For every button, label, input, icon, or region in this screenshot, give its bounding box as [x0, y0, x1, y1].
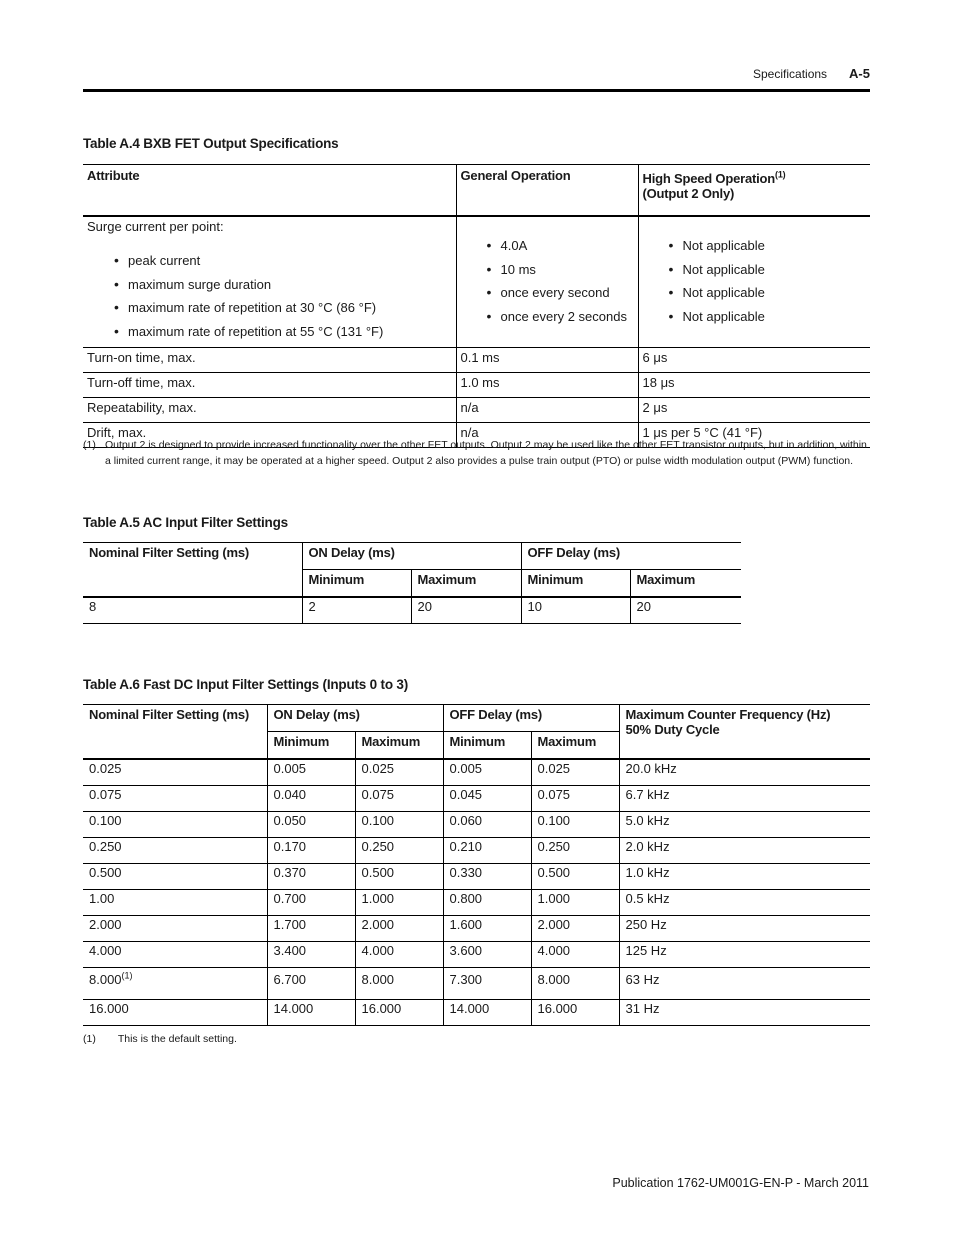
table-cell-text: 7.300 [449, 972, 483, 987]
table-a6 [83, 704, 870, 1026]
table-a4-footnote [83, 437, 870, 469]
table-cell: n/a [456, 423, 638, 448]
table-cell [443, 942, 531, 968]
table-cell [619, 812, 870, 838]
table-cell-text: 1.00 [89, 891, 115, 906]
table-cell [355, 759, 443, 786]
table-cell [267, 968, 355, 1000]
t5-header-off-delay: OFF Delay (ms) [521, 543, 741, 570]
table-cell [531, 786, 619, 812]
table-cell-text: 4.000 [361, 943, 395, 958]
table-cell-text: 8.000 [537, 972, 571, 987]
table-cell [531, 890, 619, 916]
header-rule [83, 89, 870, 92]
table-a6-footnote [83, 1033, 237, 1045]
table-cell-text: 0.210 [449, 839, 483, 854]
table-cell [619, 968, 870, 1000]
table-cell-text: 1.000 [537, 891, 571, 906]
table-a4-caption: Table A.4 BXB FET Output Specifications [83, 136, 339, 151]
table-row [83, 838, 870, 864]
table-cell-text: 0.060 [449, 813, 483, 828]
table-cell [619, 759, 870, 786]
table-cell-text: 0.100 [89, 813, 122, 828]
table-cell [267, 916, 355, 942]
t6-header-on-delay: ON Delay (ms) [267, 705, 443, 732]
table-cell: 1 μs per 5 °C (41 °F) [638, 423, 870, 448]
footnote-text: This is the default setting. [117, 1033, 237, 1045]
table-row [83, 786, 870, 812]
table-row [83, 759, 870, 786]
table-cell-text: 2.000 [537, 917, 571, 932]
table-cell-text: 0.050 [273, 813, 307, 828]
list-item: • maximum rate of repetition at 55 °C (131 °F) [114, 324, 452, 348]
table-cell-text: 250 Hz [625, 917, 667, 932]
table-cell-text: 1.0 kHz [625, 865, 670, 880]
list-item: • 4.0A [487, 238, 634, 262]
table-cell [83, 812, 267, 838]
table-cell-text: 1.000 [361, 891, 395, 906]
table-cell [619, 916, 870, 942]
table-cell [531, 1000, 619, 1026]
table-cell: 20 [411, 597, 521, 624]
table-cell: 20 [630, 597, 741, 624]
table-cell [83, 838, 267, 864]
table-cell-text: 3.400 [273, 943, 307, 958]
table-cell-text: 0.250 [537, 839, 571, 854]
table-cell-text: 2.0 kHz [625, 839, 670, 854]
table-cell-text: 0.330 [449, 865, 483, 880]
table-cell: 6 μs [638, 348, 870, 373]
table-row [83, 864, 870, 890]
t4-header-attribute: Attribute [83, 165, 456, 217]
table-cell [267, 786, 355, 812]
table-cell-text: 6.7 kHz [625, 787, 670, 802]
table-cell: n/a [456, 398, 638, 423]
table-cell [355, 968, 443, 1000]
t6-header-frequency-label: Maximum Counter Frequency (Hz) [625, 707, 831, 722]
table-cell [267, 838, 355, 864]
table-cell-text: 2.000 [89, 917, 122, 932]
table-row [83, 597, 741, 624]
table-cell [267, 759, 355, 786]
t5-header-off-max: Maximum [630, 570, 741, 598]
t5-header-on-max: Maximum [411, 570, 521, 598]
t6-header-nominal: Nominal Filter Setting (ms) [83, 705, 267, 760]
t4-header-high-speed-label: High Speed Operation [642, 171, 776, 186]
t5-header-on-delay: ON Delay (ms) [302, 543, 521, 570]
table-cell-text: 5.0 kHz [625, 813, 670, 828]
table-cell: Turn-off time, max. [83, 373, 456, 398]
table-cell [619, 1000, 870, 1026]
table-cell: Drift, max. [83, 423, 456, 448]
t6-header-on-max: Maximum [355, 732, 443, 760]
table-row [83, 942, 870, 968]
table-cell: 8 [83, 597, 302, 624]
table-cell-text: 0.100 [361, 813, 395, 828]
table-cell [267, 890, 355, 916]
table-cell-text: 0.5 kHz [625, 891, 670, 906]
table-cell: 2 μs [638, 398, 870, 423]
table-cell [83, 786, 267, 812]
table-cell-text: 0.025 [537, 761, 571, 776]
list-item: • Not applicable [669, 285, 867, 309]
table-cell-text: 16.000 [537, 1001, 578, 1016]
table-cell-text: 0.045 [449, 787, 483, 802]
table-cell-text: 1.600 [449, 917, 483, 932]
table-row [83, 890, 870, 916]
table-cell [355, 864, 443, 890]
footnote-number: (1) [83, 1033, 96, 1045]
table-cell-text: 0.040 [273, 787, 307, 802]
table-cell-text: 31 Hz [625, 1001, 660, 1016]
table-cell [267, 812, 355, 838]
list-item: • maximum rate of repetition at 30 °C (86 °F) [114, 300, 452, 324]
table-cell [619, 890, 870, 916]
table-cell [531, 838, 619, 864]
list-item: • 10 ms [487, 262, 634, 286]
table-cell-text: 3.600 [449, 943, 483, 958]
footnote-text: Output 2 is designed to provide increased functionality over the other FET outputs. Output 2 may be used like the other FET transistor outputs, but in addition, within a limited current range, it may be operated at a higher speed. Output 2 also provides a pulse train output (PTO) or pulse width modulation output (PWM) function. [105, 439, 867, 467]
table-cell-text: 0.025 [361, 761, 395, 776]
table-a5-caption: Table A.5 AC Input Filter Settings [83, 515, 288, 530]
table-cell: 2 [302, 597, 411, 624]
t5-header-off-min: Minimum [521, 570, 630, 598]
table-a6-caption: Table A.6 Fast DC Input Filter Settings (Inputs 0 to 3) [83, 677, 409, 692]
t6-header-off-min: Minimum [443, 732, 531, 760]
t6-header-frequency [619, 705, 870, 760]
table-row [83, 373, 870, 398]
table-cell [531, 812, 619, 838]
t4-header-general: General Operation [456, 165, 638, 217]
t6-header-frequency-sub: 50% Duty Cycle [625, 722, 720, 737]
table-cell [443, 759, 531, 786]
table-row [83, 1000, 870, 1026]
table-cell-text: 4.000 [537, 943, 571, 958]
table-cell [267, 864, 355, 890]
list-item: • Not applicable [669, 309, 867, 333]
table-cell [443, 812, 531, 838]
table-cell [443, 890, 531, 916]
table-cell: 18 μs [638, 373, 870, 398]
table-cell [83, 942, 267, 968]
list-item: • once every 2 seconds [487, 309, 634, 333]
table-cell-text: 0.025 [89, 761, 122, 776]
table-cell [531, 968, 619, 1000]
table-cell-text: 0.250 [361, 839, 395, 854]
table-row [83, 348, 870, 373]
table-cell-text: 2.000 [361, 917, 395, 932]
table-cell [355, 786, 443, 812]
footnote-number: (1) [83, 439, 96, 451]
table-cell [443, 864, 531, 890]
table-cell [531, 942, 619, 968]
table-a5 [83, 542, 741, 624]
t5-header-nominal: Nominal Filter Setting (ms) [83, 543, 302, 598]
table-cell [443, 838, 531, 864]
table-cell: 10 [521, 597, 630, 624]
table-cell [531, 759, 619, 786]
table-cell-text: 0.005 [449, 761, 483, 776]
table-cell-text: 0.075 [361, 787, 395, 802]
t4-surge-general [456, 216, 638, 348]
table-cell-text: 4.000 [89, 943, 122, 958]
t6-header-on-min: Minimum [267, 732, 355, 760]
table-cell [355, 942, 443, 968]
table-cell [443, 916, 531, 942]
table-cell-text: 0.800 [449, 891, 483, 906]
table-row [83, 398, 870, 423]
table-cell [531, 916, 619, 942]
table-cell [83, 916, 267, 942]
publication-footer: Publication 1762-UM001G-EN-P - March 2011 [612, 1176, 869, 1190]
t4-surge-high-speed [638, 216, 870, 348]
table-cell: Repeatability, max. [83, 398, 456, 423]
table-cell [355, 812, 443, 838]
table-cell-text: 16.000 [89, 1001, 129, 1016]
table-cell-text: 1.700 [273, 917, 307, 932]
list-item: • peak current [114, 253, 452, 277]
table-cell-text: 0.700 [273, 891, 307, 906]
table-cell [443, 1000, 531, 1026]
table-cell [531, 864, 619, 890]
table-cell [355, 890, 443, 916]
table-cell-text: 16.000 [361, 1001, 402, 1016]
table-cell-text: 0.005 [273, 761, 307, 776]
table-cell-text: 63 Hz [625, 972, 660, 987]
table-cell [355, 916, 443, 942]
table-row [83, 916, 870, 942]
table-cell-text: 20.0 kHz [625, 761, 677, 776]
t5-header-on-min: Minimum [302, 570, 411, 598]
list-item: • Not applicable [669, 238, 867, 262]
footnote-ref[interactable]: (1) [775, 169, 786, 180]
table-cell-text: 6.700 [273, 972, 307, 987]
table-cell [619, 864, 870, 890]
t6-header-off-delay: OFF Delay (ms) [443, 705, 619, 732]
table-cell [83, 759, 267, 786]
t4-surge-label: Surge current per point: [87, 219, 224, 234]
table-cell [83, 1000, 267, 1026]
t6-header-off-max: Maximum [531, 732, 619, 760]
list-item: • maximum surge duration [114, 277, 452, 301]
t4-header-high-speed-sub: (Output 2 Only) [642, 186, 735, 201]
table-cell-text: 0.500 [89, 865, 122, 880]
list-item: • once every second [487, 285, 634, 309]
table-cell: Turn-on time, max. [83, 348, 456, 373]
table-cell-text: 0.370 [273, 865, 307, 880]
table-cell [83, 864, 267, 890]
table-row [83, 812, 870, 838]
table-cell-text: 0.075 [89, 787, 122, 802]
page-number: A-5 [849, 66, 870, 81]
table-cell-text: 0.075 [537, 787, 571, 802]
footnote-ref[interactable]: (1) [121, 970, 133, 981]
table-cell-text: 14.000 [273, 1001, 314, 1016]
table-cell-text: 14.000 [449, 1001, 490, 1016]
table-cell-text: 0.500 [361, 865, 395, 880]
table-cell [267, 942, 355, 968]
list-item: • Not applicable [669, 262, 867, 286]
table-cell [443, 786, 531, 812]
running-header-section: Specifications [753, 67, 828, 81]
table-cell [267, 1000, 355, 1026]
table-cell-text: 0.250 [89, 839, 122, 854]
table-cell [355, 838, 443, 864]
table-a4 [83, 164, 870, 448]
table-cell-text: 0.100 [537, 813, 571, 828]
table-row [83, 968, 870, 1000]
table-cell-text: 0.170 [273, 839, 307, 854]
table-cell [619, 786, 870, 812]
table-cell-text: 0.500 [537, 865, 571, 880]
table-cell [355, 1000, 443, 1026]
table-cell-text: 8.000 [361, 972, 395, 987]
t4-surge-attribute [83, 216, 456, 348]
table-cell: 0.1 ms [456, 348, 638, 373]
table-cell [83, 890, 267, 916]
table-cell-text: 125 Hz [625, 943, 667, 958]
table-cell: 1.0 ms [456, 373, 638, 398]
table-cell [443, 968, 531, 1000]
table-cell [619, 838, 870, 864]
table-cell [619, 942, 870, 968]
t4-header-high-speed [638, 165, 870, 217]
table-cell [83, 968, 267, 1000]
t6-body [83, 759, 870, 1026]
table-cell-text: 8.000 [89, 972, 122, 987]
